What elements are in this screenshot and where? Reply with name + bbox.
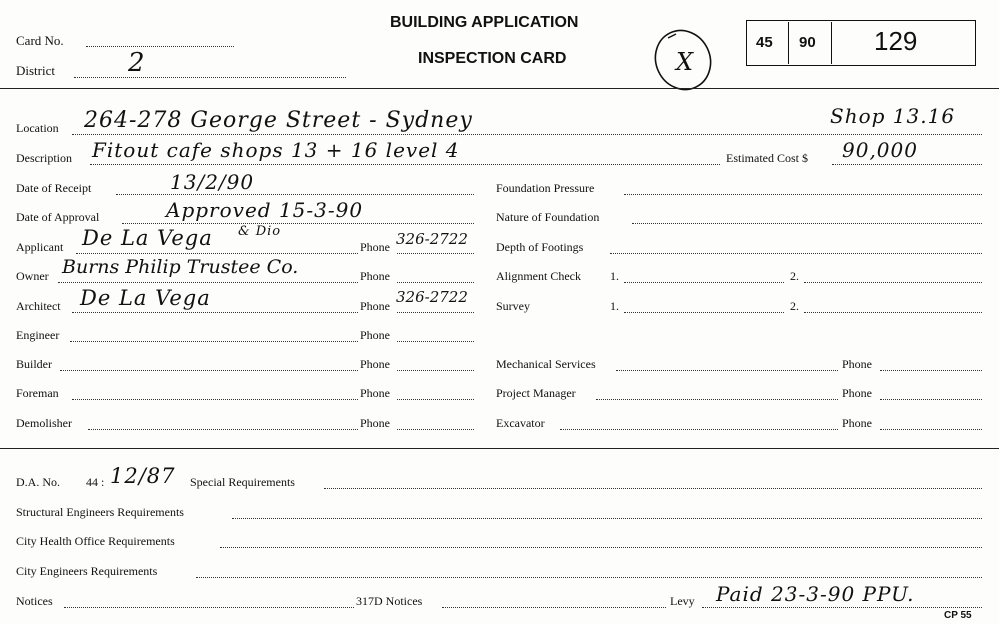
excavator-phone-line	[880, 429, 982, 430]
demolisher-phone-label: Phone	[360, 416, 390, 430]
project-manager-phone-line	[880, 399, 982, 400]
owner-phone-line	[397, 282, 474, 283]
engineer-line	[70, 341, 358, 342]
owner-label: Owner	[16, 269, 49, 283]
architect-line	[72, 312, 358, 313]
alignment-line2	[804, 282, 982, 283]
description-value: Fitout cafe shops 13 + 16 level 4	[92, 138, 460, 162]
depth-footings-label: Depth of Footings	[496, 240, 584, 254]
excavator-phone-label: Phone	[842, 416, 872, 430]
survey-label: Survey	[496, 299, 530, 313]
mechanical-line	[616, 370, 838, 371]
demolisher-line	[88, 429, 358, 430]
card-no-line	[86, 46, 234, 47]
demolisher-phone-line	[397, 429, 474, 430]
card-number: 129	[874, 26, 918, 56]
survey-num1: 1.	[610, 299, 619, 313]
applicant-extra: & Dio	[238, 224, 282, 239]
builder-line	[60, 370, 358, 371]
location-value: 264-278 George Street - Sydney	[84, 108, 473, 133]
foreman-phone-label: Phone	[360, 386, 390, 400]
applicant-label: Applicant	[16, 240, 64, 254]
district-label: District	[16, 63, 55, 78]
bottom-section-divider	[0, 448, 999, 449]
mechanical-phone-line	[880, 370, 982, 371]
excavator-line	[560, 429, 838, 430]
foreman-line	[72, 399, 358, 400]
card-number-box	[746, 20, 976, 66]
levy-value: Paid 23-3-90 PPU.	[716, 582, 915, 606]
code-divider-1	[788, 22, 789, 64]
notices-317d-line	[442, 607, 666, 608]
date-approval-value: Approved 15-3-90	[166, 198, 364, 222]
applicant-phone-value: 326-2722	[396, 230, 468, 248]
owner-phone-label: Phone	[360, 269, 390, 283]
description-label: Description	[16, 151, 72, 165]
builder-phone-label: Phone	[360, 357, 390, 371]
builder-phone-line	[397, 370, 474, 371]
survey-line1	[624, 312, 784, 313]
shop-value: Shop 13.16	[830, 104, 956, 128]
owner-value: Burns Philip Trustee Co.	[62, 256, 299, 278]
notices-line	[64, 607, 354, 608]
date-receipt-value: 13/2/90	[170, 170, 255, 194]
alignment-line1	[624, 282, 784, 283]
district-value: 2	[128, 48, 146, 78]
depth-footings-line	[610, 253, 982, 254]
date-receipt-label: Date of Receipt	[16, 181, 92, 195]
da-label: D.A. No.	[16, 475, 60, 489]
survey-num2: 2.	[790, 299, 799, 313]
nature-foundation-label: Nature of Foundation	[496, 210, 600, 224]
card-title-line1: BUILDING APPLICATION	[390, 14, 579, 31]
special-req-line	[324, 488, 982, 489]
code-box-2: 90	[799, 34, 816, 51]
engineer-phone-label: Phone	[360, 328, 390, 342]
estimated-cost-label: Estimated Cost $	[726, 151, 808, 165]
code-divider-2	[831, 22, 832, 64]
location-label: Location	[16, 121, 59, 135]
date-receipt-line	[116, 194, 474, 195]
card-title-line2: INSPECTION CARD	[418, 50, 567, 67]
alignment-check-label: Alignment Check	[496, 269, 581, 283]
form-code: CP 55	[944, 610, 972, 621]
levy-line	[702, 607, 982, 608]
circled-mark-text: X	[676, 48, 695, 76]
owner-line	[58, 282, 358, 283]
alignment-num1: 1.	[610, 269, 619, 283]
header-divider	[0, 88, 999, 89]
foundation-pressure-line	[624, 194, 982, 195]
demolisher-label: Demolisher	[16, 416, 72, 430]
date-approval-label: Date of Approval	[16, 210, 100, 224]
architect-phone-value: 326-2722	[396, 288, 468, 306]
health-line	[220, 547, 982, 548]
city-eng-label: City Engineers Requirements	[16, 564, 158, 578]
project-manager-line	[596, 399, 838, 400]
card-no-label: Card No.	[16, 33, 64, 48]
applicant-phone-line	[397, 253, 474, 254]
alignment-num2: 2.	[790, 269, 799, 283]
architect-label: Architect	[16, 299, 61, 313]
special-req-label: Special Requirements	[190, 475, 295, 489]
engineer-label: Engineer	[16, 328, 60, 342]
foreman-phone-line	[397, 399, 474, 400]
location-line	[72, 134, 982, 135]
health-label: City Health Office Requirements	[16, 534, 175, 548]
da-value: 12/87	[110, 464, 176, 488]
structural-line	[232, 518, 982, 519]
builder-label: Builder	[16, 357, 52, 371]
levy-label: Levy	[670, 594, 695, 608]
city-eng-line	[196, 577, 982, 578]
code-box-1: 45	[756, 34, 773, 51]
architect-phone-line	[397, 312, 474, 313]
applicant-phone-label: Phone	[360, 240, 390, 254]
description-line	[90, 164, 720, 165]
mechanical-phone-label: Phone	[842, 357, 872, 371]
structural-label: Structural Engineers Requirements	[16, 505, 184, 519]
estimated-cost-value: 90,000	[842, 138, 918, 162]
foreman-label: Foreman	[16, 386, 59, 400]
project-manager-label: Project Manager	[496, 386, 576, 400]
project-manager-phone-label: Phone	[842, 386, 872, 400]
da-prefix: 44 :	[86, 475, 105, 489]
notices-label: Notices	[16, 594, 53, 608]
engineer-phone-line	[397, 341, 474, 342]
date-approval-line	[122, 223, 474, 224]
estimated-cost-line	[832, 164, 982, 165]
architect-value: De La Vega	[80, 286, 211, 310]
excavator-label: Excavator	[496, 416, 545, 430]
architect-phone-label: Phone	[360, 299, 390, 313]
mechanical-label: Mechanical Services	[496, 357, 596, 371]
district-line	[74, 77, 346, 78]
nature-foundation-line	[632, 223, 982, 224]
applicant-value: De La Vega	[82, 226, 213, 250]
foundation-pressure-label: Foundation Pressure	[496, 181, 595, 195]
survey-line2	[804, 312, 982, 313]
notices-317d-label: 317D Notices	[356, 594, 423, 608]
applicant-line	[76, 253, 358, 254]
